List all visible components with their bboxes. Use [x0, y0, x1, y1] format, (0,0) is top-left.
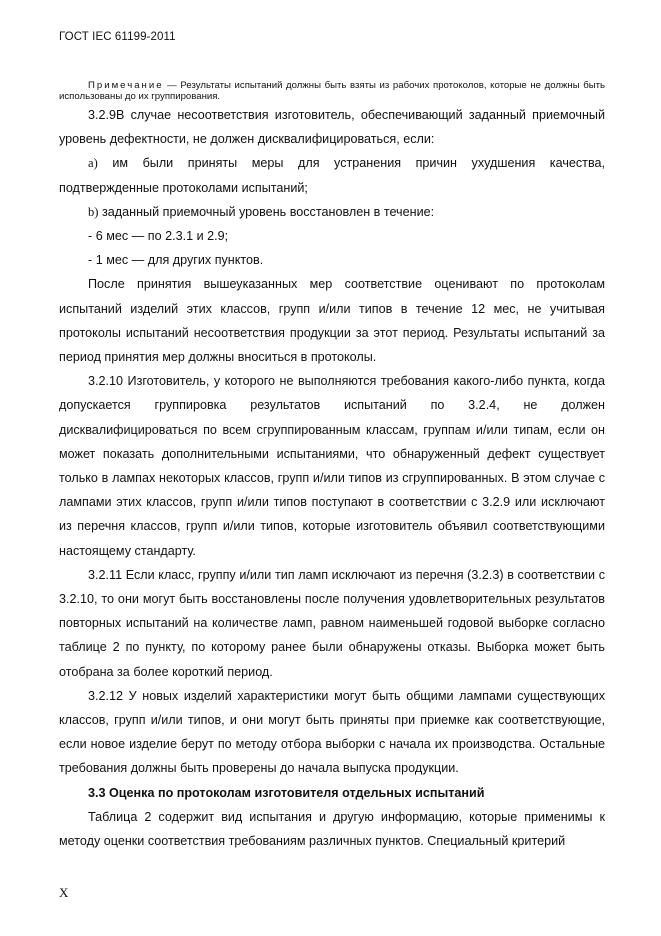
paragraph-after-measures: После принятия вышеуказанных мер соответствие оценивают по протоколам испытаний изделий этих классов, групп и/или типов в течение 12 мес, не учитывая протоколы испытаний несоответствия продукции за этот период. Результаты испытаний за период принятия мер должны вноситься в протоколы. — [59, 277, 605, 365]
paragraph-3-2-10: 3.2.10 Изготовитель, у которого не выполняются требования какого-либо пункта, когда допускается группировка результатов испытаний по 3.2.4, не должен дисквалифицироваться по всем сгруппированным классам, группам и/или типам, если он может показать дополнительными испытаниями, что обнаруженный дефект существует только в лампах некоторых классов, групп и/или типов из сгруппированных. В этом случае с лампами этих классов, групп и/или типов поступают в соответствии с 3.2.9 или исключают из перечня классов, групп и/или типов, которые изготовитель объявил соответствующими настоящему стандарту. — [59, 374, 605, 558]
page-header: ГОСТ IEC 61199-2011 — [59, 31, 176, 43]
list-marker-b: b) — [88, 204, 99, 219]
list-text-b: заданный приемочный уровень восстановлен в течение: — [98, 204, 435, 219]
note-text: — Результаты испытаний должны быть взяты из рабочих протоколов, которые не должны быть использованы до их группирования. — [59, 80, 605, 102]
list-text-a: им были приняты меры для устранения причин ухудшения качества, подтвержденные протоколами испытаний; — [59, 156, 605, 195]
list-marker-a: а) — [88, 156, 98, 171]
list-item-b — [59, 200, 605, 224]
paragraph-3-2-11: 3.2.11 Если класс, группу и/или тип ламп исключают из перечня (3.2.3) в соответствии с 3.2.10, то они могут быть восстановлены после получения удовлетворительных результатов повторных испытаний на количестве ламп, равном наименьшей годовой выборке согласно таблице 2 по пункту, по которому ранее были обнаружены отказы. Выборка может быть отобрана за более короткий период. — [59, 567, 605, 679]
dash-item-2: - 1 мес — для других пунктов. — [88, 253, 264, 268]
list-item-a — [59, 151, 605, 199]
page-number: X — [59, 885, 69, 900]
note — [59, 80, 605, 102]
paragraph-3-2-9: 3.2.9В случае несоответствия изготовитель, обеспечивающий заданный приемочный уровень дефектности, не должен дисквалифицироваться, если: — [59, 108, 605, 147]
note-label: Примечание — [88, 80, 164, 91]
paragraph-3-2-12: 3.2.12 У новых изделий характеристики могут быть общими лампами существующих классов, групп и/или типов, и они могут быть приняты при приемке как соответствующие, если новое изделие берут по методу отбора выборки с начала их производства. Остальные требования должны быть проверены до начала выпуска продукции. — [59, 688, 605, 776]
dash-item-1: - 6 мес — по 2.3.1 и 2.9; — [88, 229, 229, 244]
paragraph-3-3: Таблица 2 содержит вид испытания и другую информацию, которые применимы к методу оценки соответствия требованиям различных пунктов. Специальный критерий — [59, 809, 605, 849]
page-body — [59, 80, 605, 853]
section-heading-3-3: 3.3 Оценка по протоколам изготовителя отдельных испытаний — [88, 785, 485, 800]
